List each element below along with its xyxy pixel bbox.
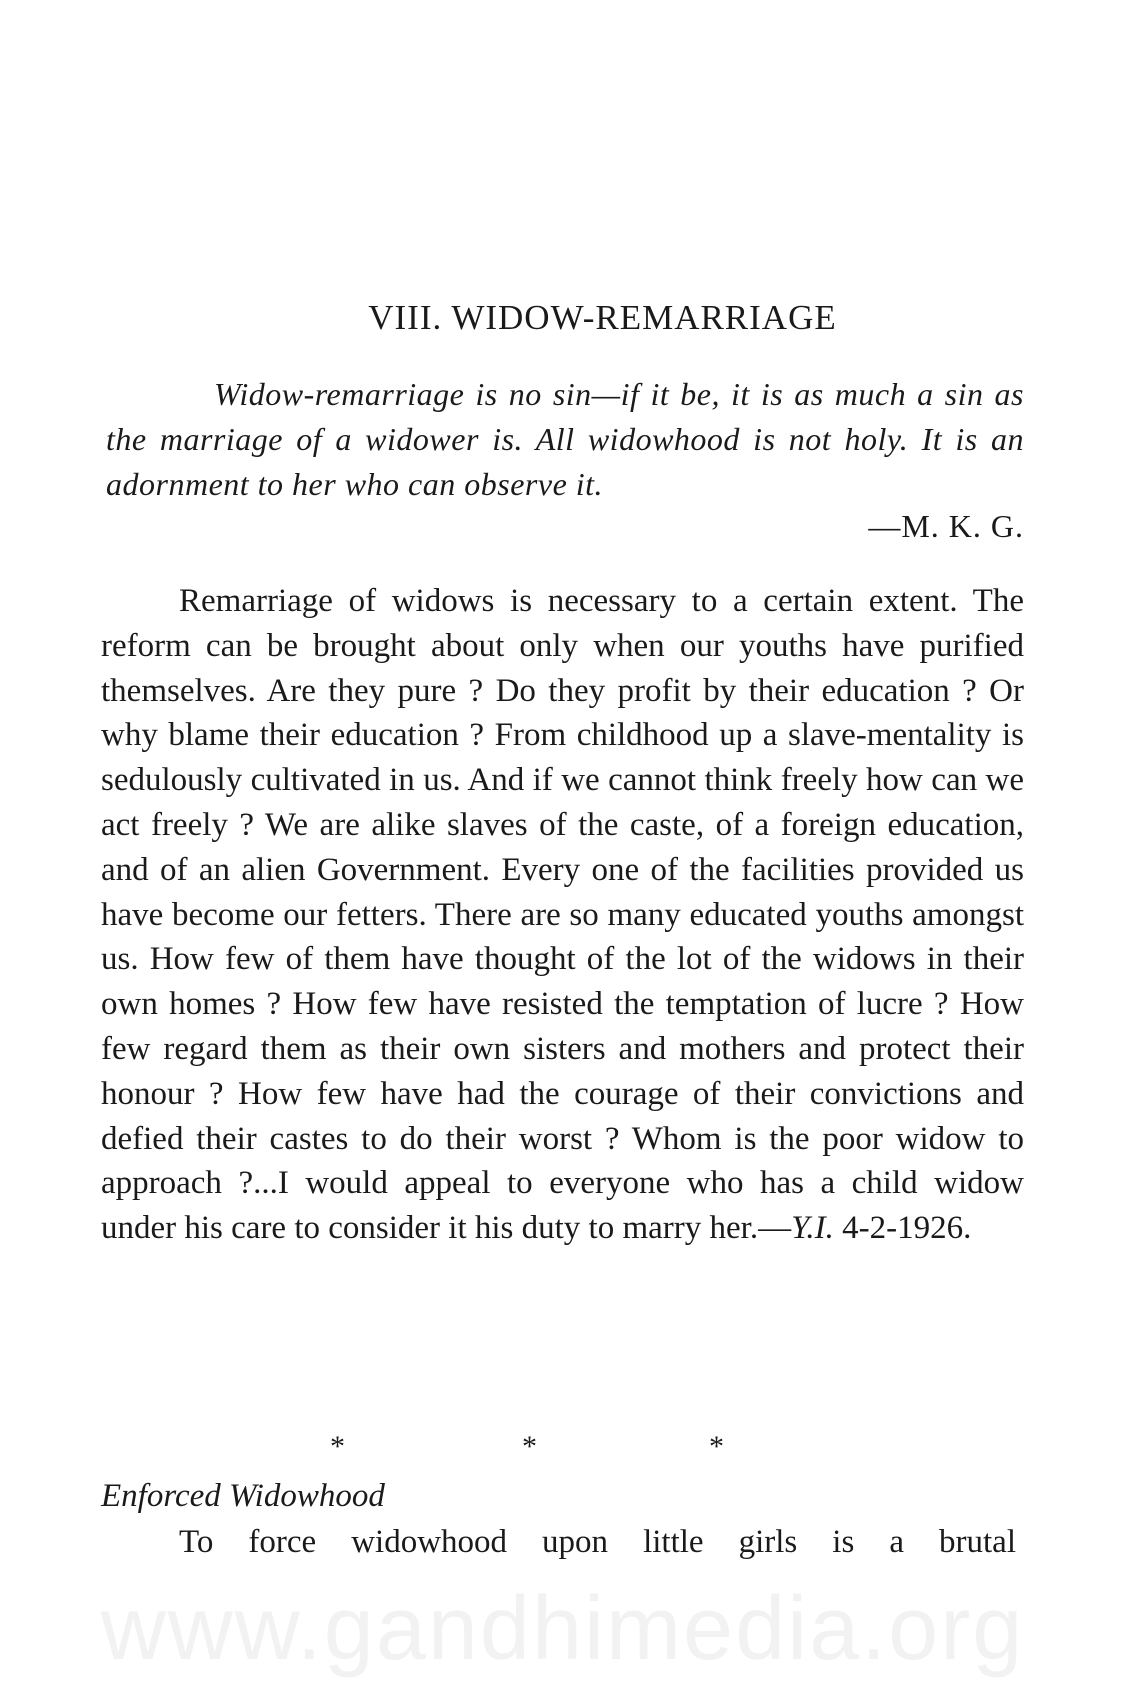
separator-star: * (522, 1430, 537, 1463)
citation-date: 4-2-1926. (833, 1210, 972, 1247)
epigraph-text: Widow-remarriage is no sin—if it be, it is as much a sin as the marriage of a widower is. All widowhood is not holy. It is an adornment to her who can observe it. (106, 376, 1024, 502)
citation-source: Y.I. (791, 1210, 834, 1247)
epigraph (106, 372, 1024, 507)
chapter-title: VIII. WIDOW-REMARRIAGE (368, 298, 837, 337)
section-paragraph: To force widowhood upon little girls is a brutal (179, 1524, 1016, 1560)
epigraph-attribution: —M. K. G. (868, 508, 1024, 544)
watermark: www.gandhimedia.org (100, 1579, 1025, 1679)
body-paragraph (101, 579, 1024, 1251)
separator-star: * (330, 1430, 345, 1463)
separator-star: * (709, 1430, 724, 1463)
body-paragraph-text: Remarriage of widows is necessary to a certain extent. The reform can be brought about only when our youths have purified themselves. Are they pure ? Do they profit by their education ? Or why blame their education ? From childhood up a slave-mentality is sedulously cultivated in us. And if we cannot think freely how can we act freely ? We are alike slaves of the caste, of a foreign education, and of an alien Government. Every one of the facilities provided us have become our fetters. There are so many educated youths amongst us. How few of them have thought of the lot of the widows in their own homes ? How few have resisted the temptation of lucre ? How few regard them as their own sisters and mothers and protect their honour ? How few have had the courage of their convictions and defied their castes to do their worst ? Whom is the poor widow to approach ?...I would appeal to everyone who has a child widow under his care to consider it his duty to marry her.— (101, 583, 1024, 1247)
section-heading: Enforced Widowhood (101, 1478, 385, 1514)
